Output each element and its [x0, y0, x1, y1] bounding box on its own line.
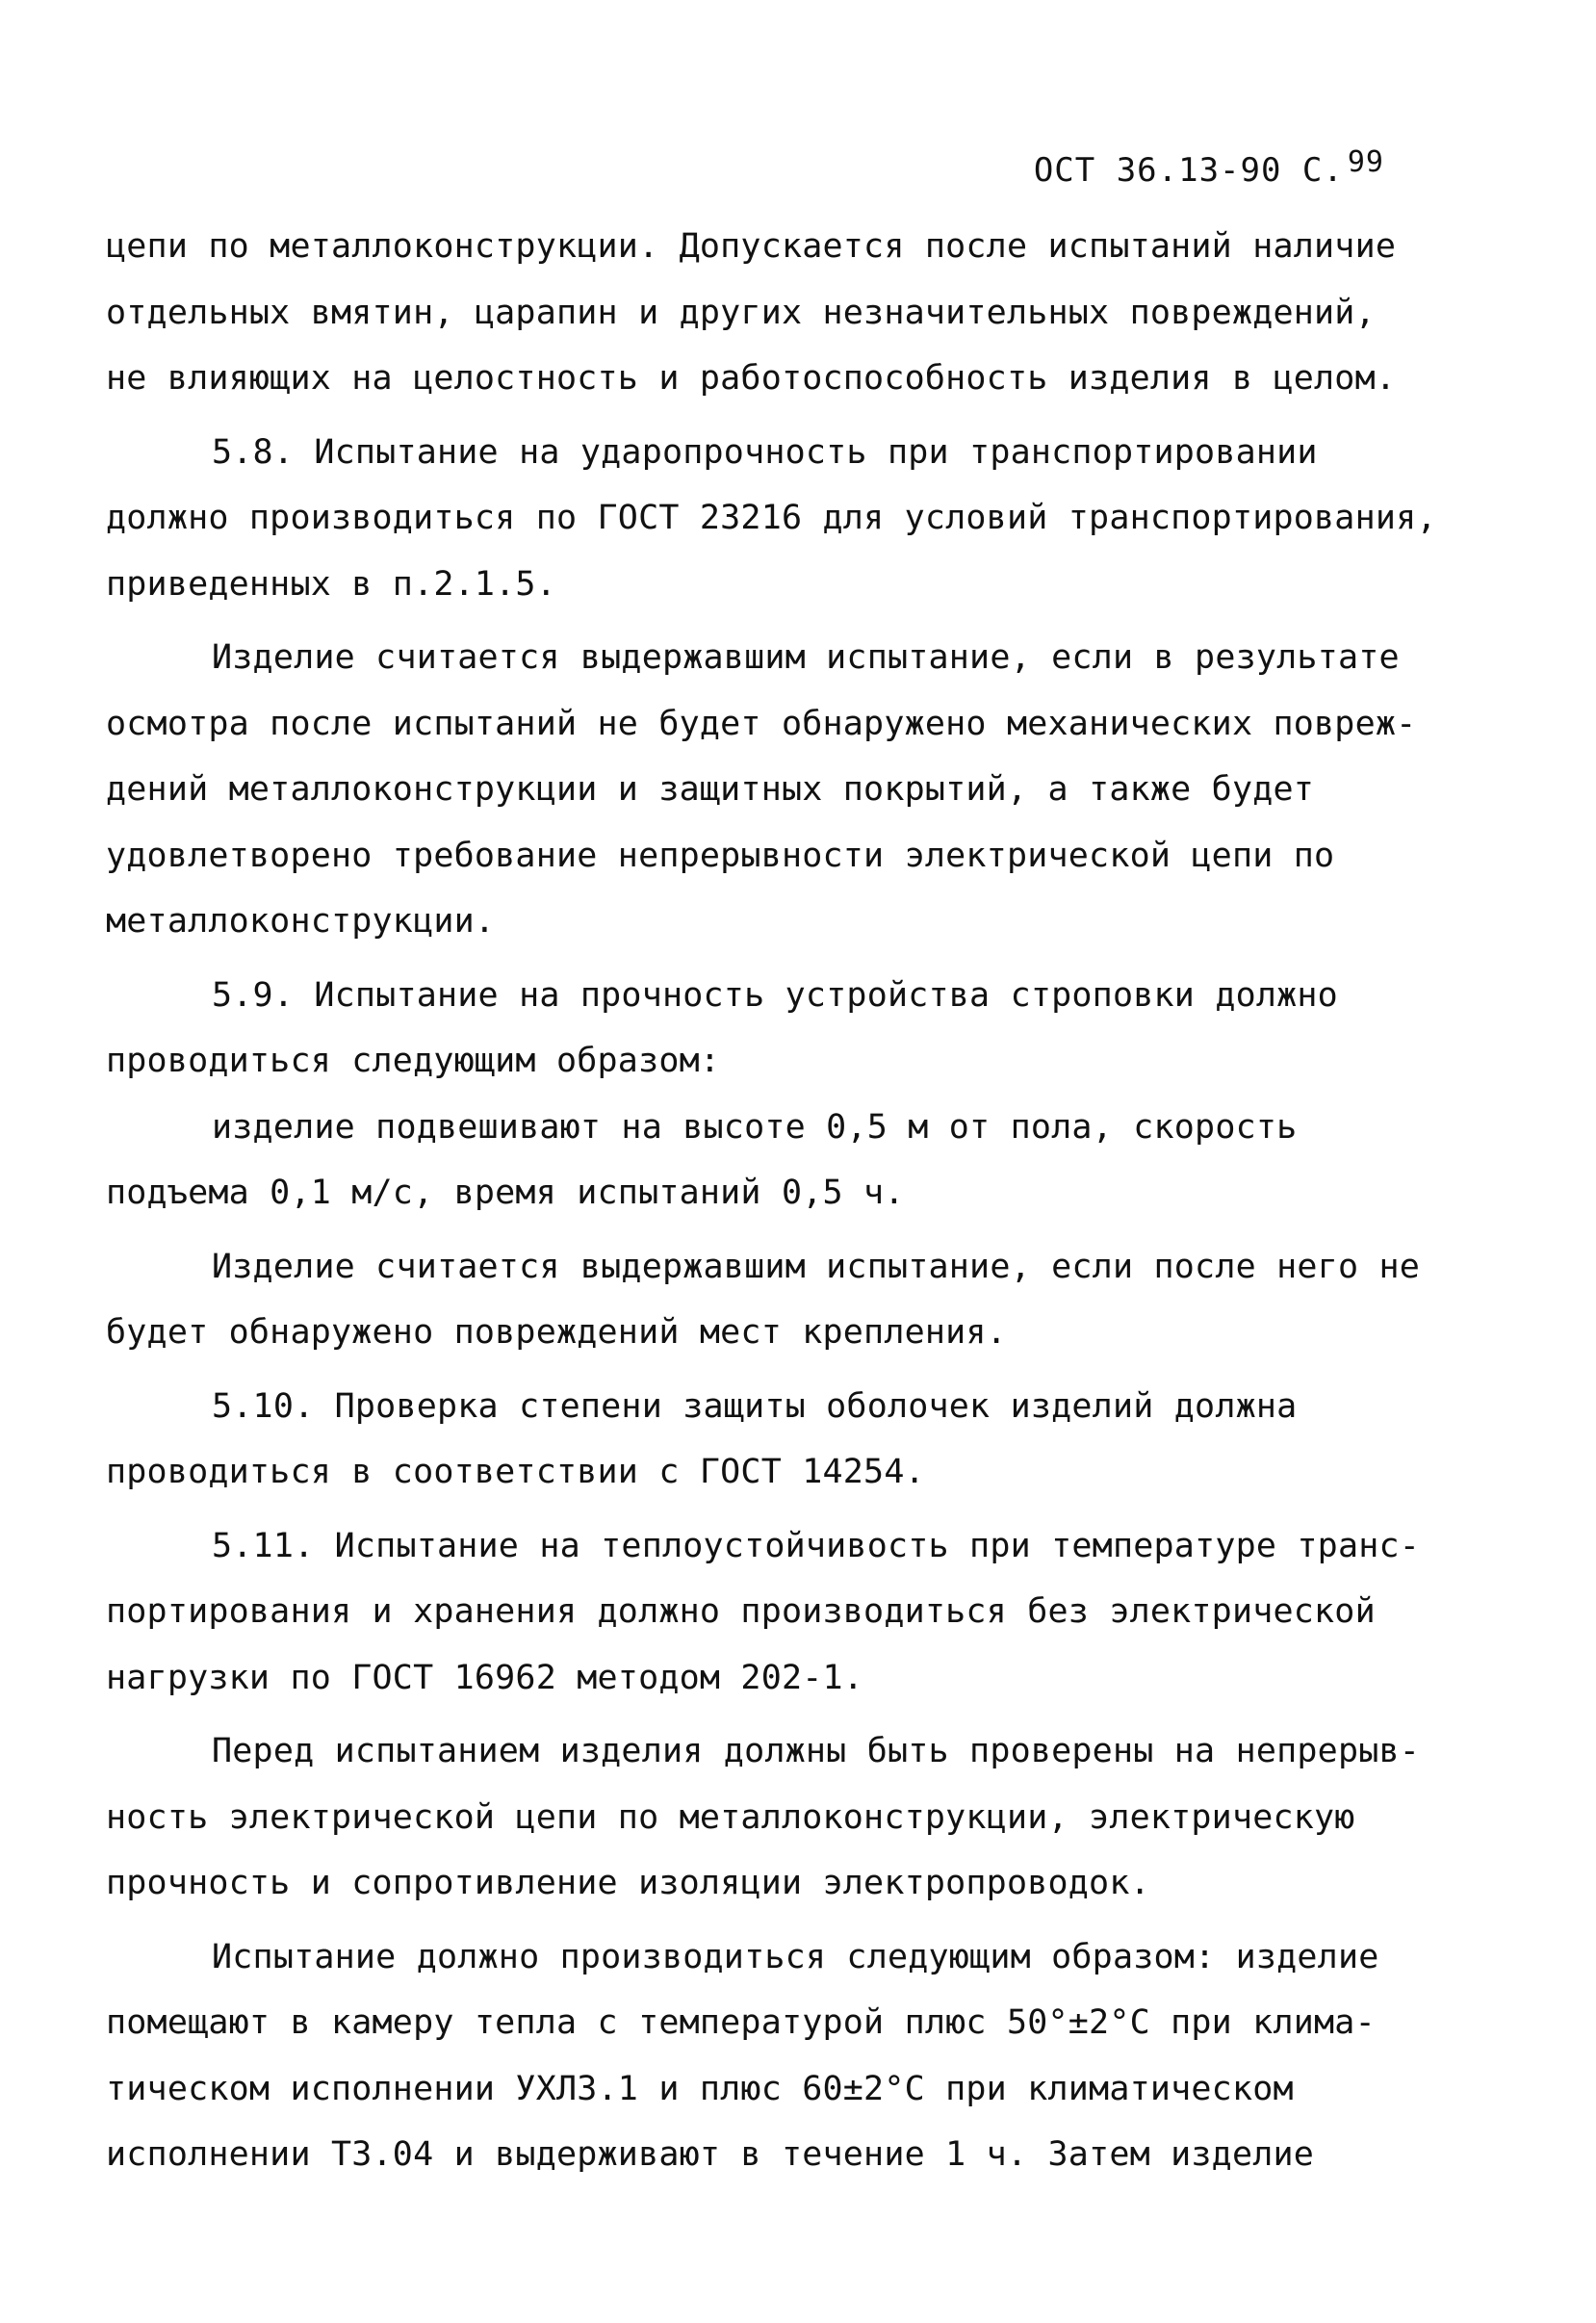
text-line-26: Испытание должно производиться следующим образом: изделие [212, 1937, 1379, 1976]
text-line-6: приведенных в п.2.1.5. [106, 564, 556, 604]
text-line-28: тическом исполнении УХЛ3.1 и плюс 60±2°С при климатическом [106, 2069, 1294, 2108]
text-line-29: исполнении Т3.04 и выдерживают в течение 1 ч. Затем изделие [106, 2135, 1315, 2174]
text-line-24: ность электрической цепи по металлоконструкции, электрическую [106, 1797, 1355, 1837]
text-line-7: Изделие считается выдержавшим испытание, если в результате [212, 638, 1400, 677]
section-5-9-heading: 5.9. Испытание на прочность устройства строповки должно [212, 975, 1338, 1015]
document-body [106, 214, 1454, 2188]
text-line-9: дений металлоконструкции и защитных покрытий, а также будет [106, 770, 1315, 809]
text-line-27: помещают в камеру тепла с температурой плюс 50°±2°С при клима- [106, 2003, 1376, 2042]
page-number: 99 [1347, 145, 1384, 179]
text-line-22: нагрузки по ГОСТ 16962 методом 202-1. [106, 1658, 864, 1697]
text-line-2: отдельных вмятин, царапин и других незначительных повреждений, [106, 293, 1376, 332]
text-line-19: проводиться в соответствии с ГОСТ 14254. [106, 1453, 925, 1491]
text-line-15: подъема 0,1 м/с, время испытаний 0,5 ч. [106, 1174, 905, 1212]
page-header [1033, 145, 1384, 190]
text-line-14: изделие подвешивают на высоте 0,5 м от пола, скорость [212, 1107, 1298, 1147]
section-5-11-heading: 5.11. Испытание на теплоустойчивость при температуре транс- [212, 1526, 1421, 1565]
document-code: ОСТ 36.13-90 С. [1033, 151, 1344, 190]
text-line-5: должно производиться по ГОСТ 23216 для условий транспортирования, [106, 499, 1437, 537]
text-line-16: Изделие считается выдержавшим испытание, если после него не [212, 1247, 1421, 1286]
text-line-8: осмотра после испытаний не будет обнаружено механических повреж- [106, 704, 1417, 743]
text-line-3: не влияющих на целостность и работоспособность изделия в целом. [106, 359, 1397, 398]
text-line-25: прочность и сопротивление изоляции электропроводок. [106, 1864, 1150, 1902]
text-line-23: Перед испытанием изделия должны быть проверены на непрерыв- [212, 1732, 1421, 1770]
text-line-17: будет обнаружено повреждений мест крепления. [106, 1313, 1007, 1352]
text-line-21: портирования и хранения должно производиться без электрической [106, 1592, 1376, 1631]
text-line-13: проводиться следующим образом: [106, 1042, 721, 1080]
text-line-11: металлоконструкции. [106, 902, 496, 941]
text-line-1: цепи по металлоконструкции. Допускается после испытаний наличие [106, 227, 1397, 266]
text-line-10: удовлетворено требование непрерывности электрической цепи по [106, 836, 1335, 875]
section-5-8-heading: 5.8. Испытание на ударопрочность при транспортировании [212, 432, 1318, 472]
section-5-10-heading: 5.10. Проверка степени защиты оболочек изделий должна [212, 1386, 1298, 1426]
